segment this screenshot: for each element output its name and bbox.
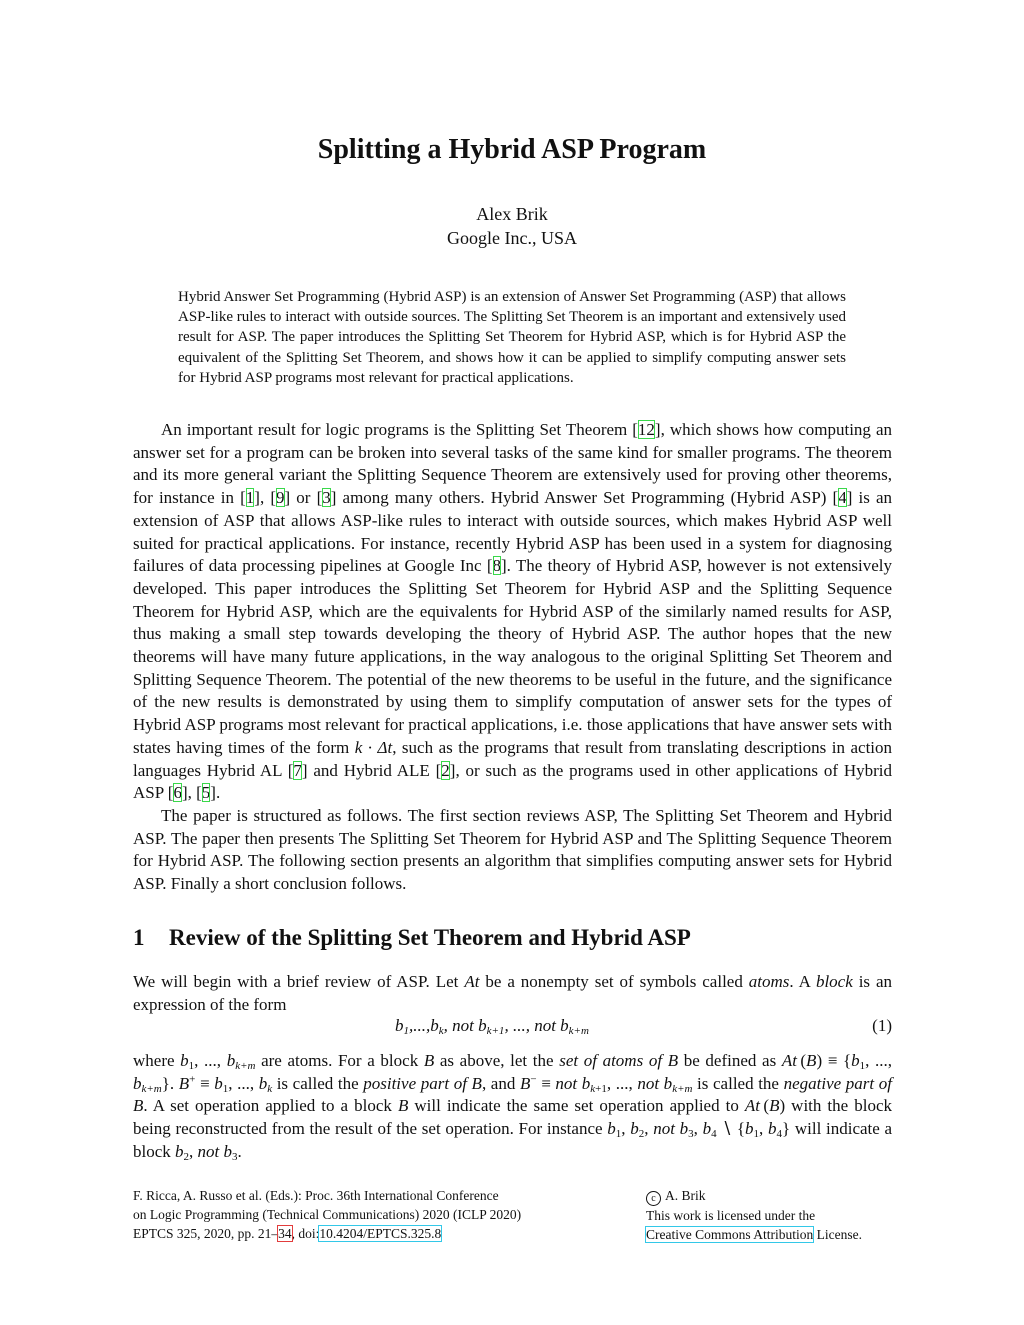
introduction — [133, 419, 892, 896]
intro-paragraph-2: The paper is structured as follows. The first section reviews ASP, The Splitting Set Theorem and Hybrid ASP. The paper then presents The Splitting Set Theorem for Hybrid ASP and The Splitting Sequence Theorem for Hybrid ASP. The following section presents an algorithm that simplifies computing answer sets for Hybrid ASP. Finally a short conclusion follows. — [133, 805, 892, 894]
footer-license: c A. Brik This work is licensed under the Creative Commons Attribution License. — [646, 1188, 862, 1242]
math-k-delta-t: k · Δt — [354, 737, 393, 757]
copyright-holder: A. Brik — [665, 1188, 706, 1203]
section-number: 1 — [133, 925, 145, 950]
section-title: Review of the Splitting Set Theorem and Hybrid ASP — [169, 925, 691, 950]
section-heading — [133, 925, 691, 951]
section-paragraph-2: where $b_1$, ..., $b_{k+m}$ are atoms. For a block B as above, let the set of atoms of B be defined as At $(B) \equiv \{b_1$, ..., $b_{k+m}$}. $B^+ \equiv b_1$, ..., $b_k$ is called the positive part of B, and B− ≡ not $b_{k+1}$, ..., not $b_{k+m}$ is called the negative part of B. A set operation applied to a block B will indicate the same set operation applied to At (B) with the block being reconstructed from the result of the set operation. For instance $b_1$, $b_2$, not $b_3$, $b_4$ ∖ {$b_1$, $b_4$} will indicate a block $b_2$, not $b_3$. — [133, 1051, 893, 1163]
footer-proceedings: F. Ricca, A. Russo et al. (Eds.): Proc. 36th International Conference on Logic Programming (Technical Communications) 2020 (ICLP 2020) EPTCS 325, 2020, pp. 21–34, doi:10.4204/EPTCS.325.8 — [133, 1188, 522, 1241]
paper-title: Splitting a Hybrid ASP Program — [317, 134, 707, 165]
intro-paragraph-1: An important result for logic programs is the Splitting Set Theorem [12], which shows how computing an answer set for a program can be broken into several tasks of the same kind for smaller programs. The theorem and its more general variant the Splitting Sequence Theorem are extensively used for proving other theorems, for instance in [1], [9] or [3] among many others. Hybrid Answer Set Programming (Hybrid ASP) [4] is an extension of ASP that allows ASP-like rules to interact with outside sources, which makes Hybrid ASP well suited for practical applications. For instance, recently Hybrid ASP has been used in a system for diagnosing failures of data processing pipelines at Google Inc [8]. The theory of Hybrid ASP, however is not extensively developed. This paper introduces the Splitting Set Theorem for Hybrid ASP and the Splitting Sequence Theorem for Hybrid ASP, which are the equivalents for Hybrid ASP of the similarly named results for ASP, thus making a small step towards developing the theory of Hybrid ASP. The author hopes that the new theorems will have many future applications, in the way analogous to the original Splitting Set Theorem and Splitting Sequence Theorem. The potential of the new theorems to be useful in the future, and the significance of the new results is demonstrated by using them to simplify computation of answer sets for the types of Hybrid ASP programs most relevant for practical applications, i.e. those applications that have answer sets with states having times of the form k · Δt, such as the programs that result from translating descriptions in action languages Hybrid AL [7] and Hybrid ALE [2], or such as the programs used in other applications of Hybrid ASP [6], [5]. — [133, 420, 893, 803]
license-link[interactable]: Creative Commons Attribution — [646, 1227, 814, 1242]
copyright-icon: c — [646, 1191, 661, 1206]
author-affiliation: Google Inc., USA — [447, 228, 577, 248]
citation-link[interactable]: 2 — [441, 760, 450, 780]
citation-link[interactable]: 6 — [173, 783, 182, 803]
equation-expression: $b_1,...,b_k$, not $b_{k+1}$, ..., not $b_{k+m}$ — [395, 1016, 589, 1037]
citation-link[interactable]: 12 — [637, 420, 655, 439]
citation-link[interactable]: 5 — [201, 783, 211, 803]
author-name: Alex Brik — [476, 204, 548, 224]
section-paragraph-1: We will begin with a brief review of ASP. Let At be a nonempty set of symbols called atoms. A block is an expression of the form — [133, 972, 893, 1014]
citation-link[interactable]: 8 — [492, 556, 502, 576]
equation-number: (1) — [872, 1016, 892, 1035]
citation-link[interactable]: 7 — [293, 760, 302, 780]
doi-link[interactable]: 10.4204/EPTCS.325.8 — [319, 1226, 442, 1241]
abstract: Hybrid Answer Set Programming (Hybrid ASP) is an extension of Answer Set Programming (ASP) that allows ASP-like rules to interact with outside sources. The Splitting Set Theorem is an important and extensively used result for ASP. The paper introduces the Splitting Set Theorem for Hybrid ASP, which is for Hybrid ASP the equivalent of the Splitting Set Theorem, and shows how it can be applied to simplify computing answer sets for Hybrid ASP programs most relevant for practical applications. — [178, 289, 846, 386]
last-page-link[interactable]: 34 — [278, 1226, 292, 1241]
citation-link[interactable]: 4 — [838, 488, 847, 508]
citation-link[interactable]: 3 — [322, 488, 331, 508]
citation-link[interactable]: 9 — [276, 488, 285, 508]
citation-link[interactable]: 1 — [245, 488, 255, 508]
